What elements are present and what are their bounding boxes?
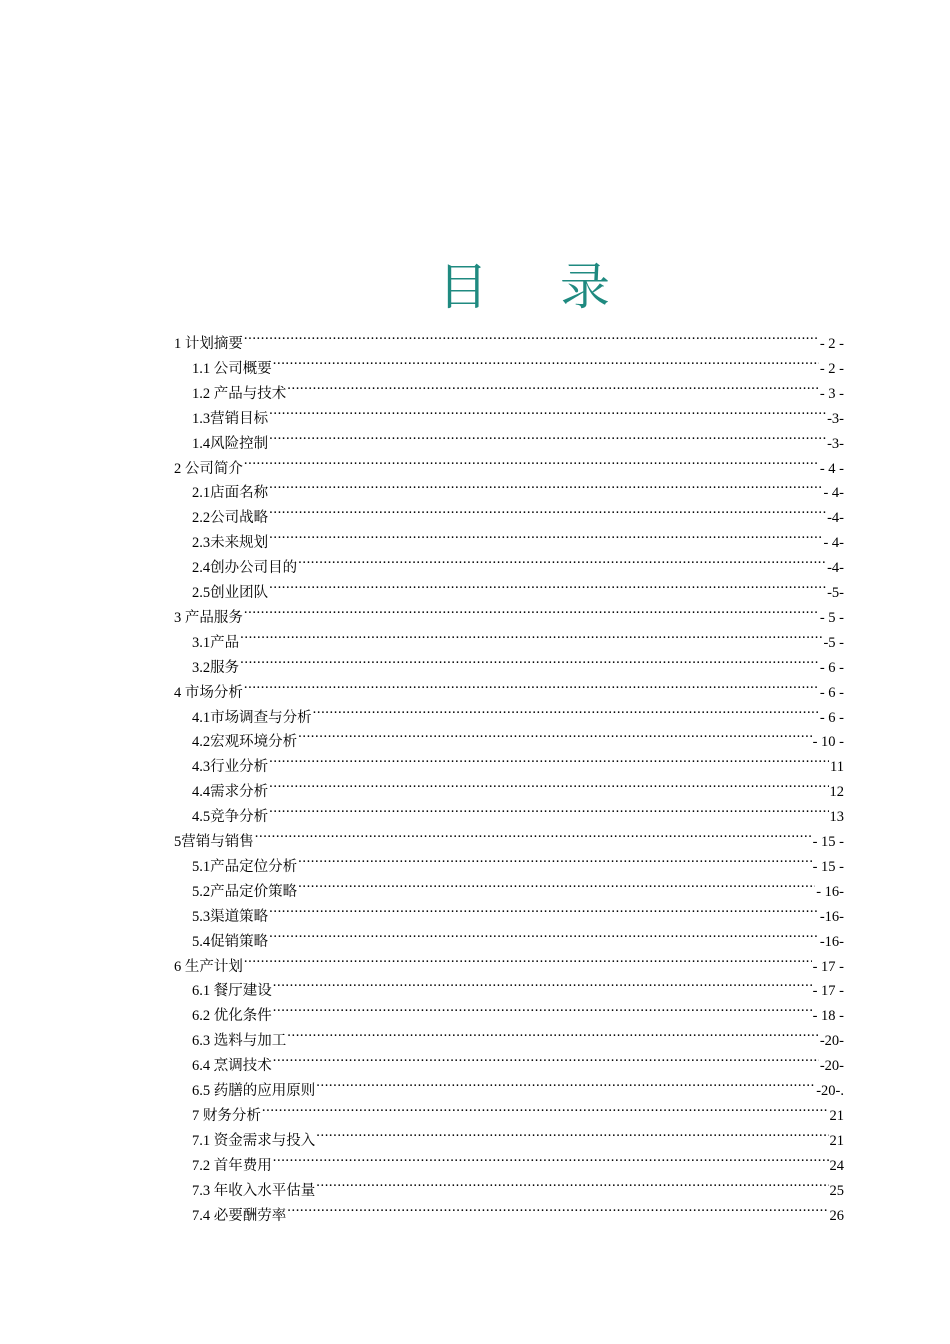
toc-entry-page-number: -20-. (816, 1083, 844, 1099)
toc-entry-page-number: -4- (827, 560, 844, 577)
toc-entry[interactable] (192, 373, 844, 402)
toc-entry-label: 7.3 年收入水平估量 (192, 1182, 316, 1199)
toc-dot-leader (269, 423, 826, 448)
toc-entry-page-number: - 4- (823, 535, 844, 552)
toc-entry-page-number: -4- (827, 510, 844, 527)
toc-dot-leader (287, 1195, 828, 1220)
toc-entry[interactable] (192, 622, 844, 651)
toc-entry[interactable] (192, 348, 844, 377)
toc-entry-label: 2.1店面名称 (192, 485, 269, 502)
toc-entry-page-number: - 15 - (812, 834, 844, 850)
toc-entry[interactable] (192, 472, 844, 502)
toc-entry[interactable] (192, 423, 844, 452)
toc-entry[interactable] (192, 995, 844, 1025)
toc-dot-leader (287, 373, 819, 398)
toc-entry-label: 5.2产品定价策略 (192, 883, 298, 900)
toc-entry-page-number: - 6 - (819, 659, 844, 676)
toc-dot-leader (298, 846, 811, 871)
toc-entry[interactable] (192, 721, 844, 751)
toc-entry-label: 3.2服务 (192, 659, 240, 676)
toc-dot-leader (316, 1170, 828, 1195)
toc-entry[interactable] (192, 1170, 844, 1199)
toc-entry-page-number: 26 (829, 1207, 844, 1224)
toc-dot-leader (273, 970, 812, 995)
toc-entry[interactable] (192, 846, 844, 875)
toc-entry-label: 6.2 优化条件 (192, 1008, 272, 1025)
toc-entry-page-number: - 17 - (812, 958, 844, 975)
toc-entry[interactable] (192, 871, 844, 900)
toc-entry-label: 1 计划摘要 (174, 336, 243, 352)
toc-entry[interactable] (192, 1145, 844, 1174)
toc-entry-page-number: 12 (829, 784, 844, 801)
toc-dot-leader (269, 746, 829, 771)
toc-dot-leader (273, 1145, 829, 1170)
toc-entry-label: 1.4风险控制 (192, 435, 269, 452)
toc-dot-leader (269, 497, 826, 522)
toc-entry-page-number: 11 (830, 759, 844, 776)
toc-entry-label: 4.4需求分析 (192, 784, 269, 801)
toc-entry-label: 3.1产品 (192, 634, 240, 651)
toc-dot-leader (316, 1070, 815, 1095)
toc-entry-label: 7.2 首年费用 (192, 1157, 272, 1174)
toc-entry-page-number: -5- (827, 585, 844, 601)
toc-dot-leader (269, 472, 822, 497)
toc-entry-page-number: 24 (829, 1157, 844, 1174)
toc-entry-page-number: -3- (827, 410, 844, 427)
toc-entry-label: 3 产品服务 (174, 609, 243, 626)
toc-entry[interactable] (192, 1095, 844, 1124)
toc-entry-label: 4.1市场调查与分析 (192, 709, 312, 726)
toc-dot-leader (269, 398, 826, 423)
toc-dot-leader (273, 1045, 819, 1070)
toc-entry-page-number: - 6 - (819, 709, 844, 726)
toc-dot-leader (316, 1120, 828, 1145)
toc-dot-leader (255, 821, 812, 846)
toc-entry-page-number: - 10 - (812, 734, 844, 751)
toc-dot-leader (244, 448, 819, 473)
toc-entry-page-number: -20- (819, 1058, 844, 1075)
toc-entry-label: 1.2 产品与技术 (192, 385, 287, 402)
toc-entry-label: 6.5 药膳的应用原则 (192, 1083, 316, 1099)
toc-entry[interactable] (174, 672, 844, 701)
toc-entry-page-number: -16- (819, 908, 844, 925)
toc-dot-leader (298, 547, 826, 572)
toc-entry[interactable] (192, 647, 844, 676)
toc-entry-label: 5.1产品定位分析 (192, 858, 298, 875)
toc-entry-page-number: 21 (829, 1107, 844, 1124)
toc-dot-leader (287, 1020, 819, 1045)
toc-entry[interactable] (174, 946, 844, 975)
toc-entry-label: 4 市场分析 (174, 684, 243, 701)
toc-entry-page-number: -20- (819, 1033, 844, 1050)
toc-entry[interactable] (192, 497, 844, 527)
toc-entry-label: 1.3营销目标 (192, 410, 269, 427)
toc-entry-page-number: 13 (829, 809, 844, 826)
toc-entry-label: 5.3渠道策略 (192, 908, 269, 925)
toc-entry-page-number: - 4 - (819, 460, 844, 477)
toc-entry-label: 2.2公司战略 (192, 510, 269, 527)
toc-entry-page-number: - 2 - (819, 336, 844, 352)
toc-dot-leader (244, 597, 819, 622)
toc-entry-label: 4.5竞争分析 (192, 809, 269, 826)
toc-entry[interactable] (192, 547, 844, 577)
toc-entry-page-number: 25 (829, 1182, 844, 1199)
toc-entry-page-number: - 15 - (812, 858, 844, 875)
toc-dot-leader (269, 796, 828, 821)
toc-title: 目 录 (438, 258, 638, 316)
toc-entry[interactable] (192, 572, 844, 601)
toc-entry-label: 6.4 烹调技术 (192, 1058, 272, 1075)
toc-dot-leader (273, 995, 812, 1020)
toc-dot-leader (244, 946, 812, 971)
toc-entry-label: 7.4 必要酬劳率 (192, 1207, 287, 1224)
toc-entry-page-number: - 16- (816, 883, 844, 900)
toc-dot-leader (298, 721, 811, 746)
toc-entry[interactable] (192, 970, 844, 1000)
toc-dot-leader (244, 672, 819, 697)
toc-entry[interactable] (174, 323, 844, 352)
toc-dot-leader (269, 771, 828, 796)
toc-dot-leader (298, 871, 815, 896)
toc-dot-leader (313, 697, 819, 722)
toc-dot-leader (240, 622, 822, 647)
toc-dot-leader (269, 921, 819, 946)
toc-entry[interactable] (192, 796, 844, 826)
toc-dot-leader (244, 323, 819, 348)
toc-dot-leader (269, 522, 822, 547)
toc-entry-page-number: - 2 - (819, 360, 844, 377)
toc-entry-page-number: - 18 - (812, 1008, 844, 1025)
toc-entry-page-number: - 6 - (819, 684, 844, 701)
toc-entry-page-number: - 5 - (819, 609, 844, 626)
toc-entry[interactable] (192, 1120, 844, 1149)
toc-entry[interactable] (192, 697, 844, 726)
toc-entry[interactable] (192, 1020, 844, 1050)
toc-entry-page-number: -5 - (823, 634, 844, 651)
toc-entry[interactable] (192, 921, 844, 950)
toc-entry-page-number: -16- (819, 933, 844, 950)
toc-entry[interactable] (192, 771, 844, 801)
toc-entry-label: 2 公司简介 (174, 460, 243, 477)
toc-entry-label: 6 生产计划 (174, 958, 243, 975)
toc-entry-page-number: 21 (829, 1132, 844, 1149)
toc-entry[interactable] (192, 398, 844, 427)
toc-entry-label: 2.4创办公司目的 (192, 560, 298, 577)
toc-entry[interactable] (192, 896, 844, 925)
toc-dot-leader (240, 647, 819, 672)
toc-dot-leader (262, 1095, 829, 1120)
toc-entry-label: 2.5创业团队 (192, 585, 269, 601)
toc-entry[interactable] (174, 821, 844, 850)
toc-entry-page-number: - 4- (823, 485, 844, 502)
toc-entry-label: 7 财务分析 (192, 1107, 261, 1124)
toc-entry[interactable] (192, 1195, 844, 1224)
toc-entry[interactable] (192, 1045, 844, 1075)
toc-entry[interactable] (174, 597, 844, 626)
toc-entry-label: 2.3未来规划 (192, 535, 269, 552)
toc-entry-label: 5.4促销策略 (192, 933, 269, 950)
toc-dot-leader (269, 572, 826, 597)
toc-entry-label: 4.3行业分析 (192, 759, 269, 776)
toc-dot-leader (269, 896, 819, 921)
toc-entry-label: 6.3 选料与加工 (192, 1033, 287, 1050)
toc-entry[interactable] (174, 448, 844, 477)
toc-dot-leader (273, 348, 819, 373)
toc-entry[interactable] (192, 522, 844, 552)
toc-entry-label: 1.1 公司概要 (192, 360, 272, 377)
toc-entry-label: 6.1 餐厅建设 (192, 983, 272, 1000)
toc-entry[interactable] (192, 746, 844, 776)
toc-entry-label: 4.2宏观环境分析 (192, 734, 298, 751)
toc-entry[interactable] (192, 1070, 844, 1099)
toc-entry-page-number: - 3 - (819, 385, 844, 402)
toc-entry-label: 5营销与销售 (174, 834, 254, 850)
toc-entry-page-number: -3- (827, 435, 844, 452)
toc-entry-label: 7.1 资金需求与投入 (192, 1132, 316, 1149)
toc-entry-page-number: - 17 - (812, 983, 844, 1000)
